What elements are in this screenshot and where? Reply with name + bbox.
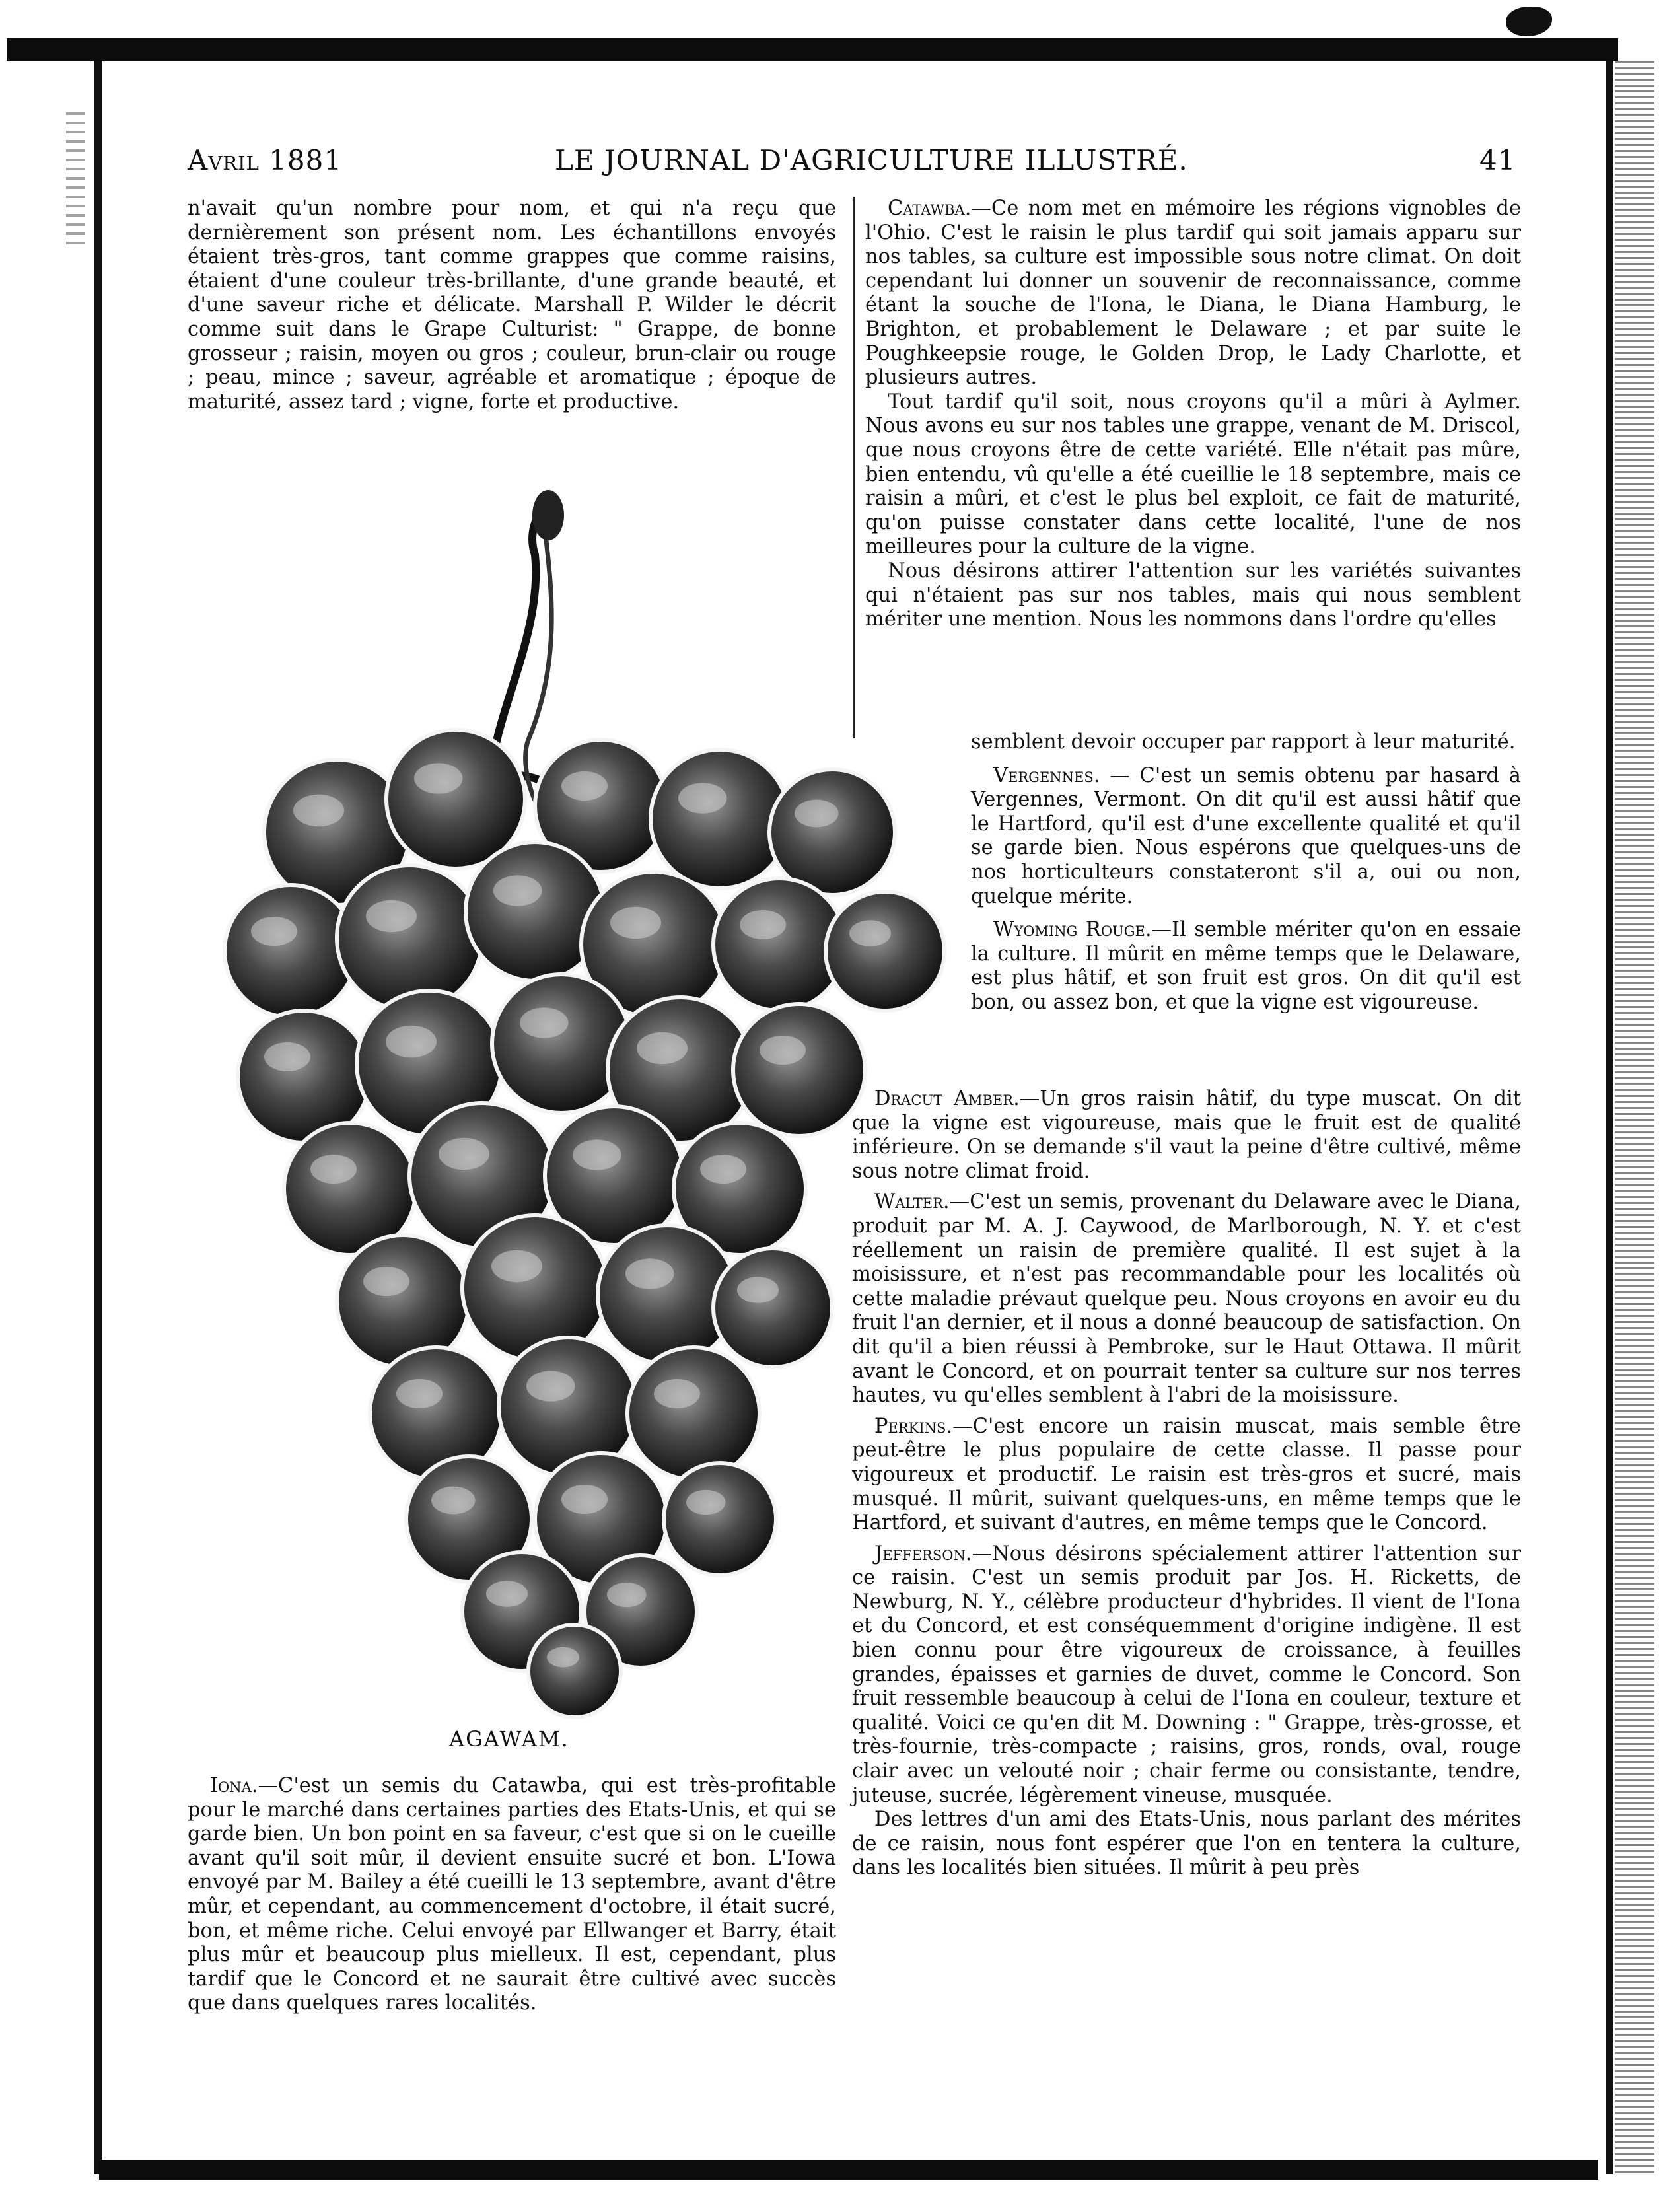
desirons-continued: semblent devoir occuper par rapport à leur maturité.	[971, 731, 1516, 754]
berries-group	[225, 730, 944, 1717]
berry-highlight	[625, 1258, 674, 1289]
right-column-bottom	[852, 1087, 1521, 1880]
jefferson-paragraph	[852, 1542, 1521, 1808]
vergennes-text: — C'est un semis obtenu par hasard à Vergennes, Vermont. On dit qu'il est aussi hâtif que le Hartford, qu'il est d'une excellente qualité et qu'il se garde bien. Nous espérons que quelques-uns de nos horticulteurs constateront s'il a, oui ou non, quelque mérite.	[971, 764, 1521, 908]
walter-name: Walter.	[874, 1190, 950, 1214]
wyoming-paragraph	[971, 918, 1521, 1015]
desirons-paragraph: Nous désirons attirer l'attention sur les variétés suivantes qui n'étaient pas sur nos tables, mais qui nous semblent mériter une mention. Nous les nommons dans l'ordre qu'elles	[865, 559, 1521, 631]
walter-paragraph	[852, 1190, 1521, 1408]
catawba-name: Catawba.	[888, 197, 972, 220]
binding-edge	[1615, 61, 1654, 2174]
iona-name: Iona.	[210, 1774, 258, 1797]
bottom-border	[99, 2160, 1598, 2180]
berry-highlight	[678, 783, 727, 813]
berry-highlight	[366, 900, 417, 932]
dracut-paragraph	[852, 1087, 1521, 1184]
catawba-text: —Ce nom met en mémoire les régions vignobles de l'Ohio. C'est le raisin le plus tardif qui soit jamais apparu sur nos tables, sa culture est impossible sous notre climat. On doit cependant lui donner un souvenir de reconnaissance, comme étant la souche de l'Iona, le Diana, le Diana Hamburg, le Brighton, et probablement le Delaware ; et par suite le Poughkeepsie rouge, le Golden Drop, le Lady Charlotte, et plusieurs autres.	[865, 197, 1521, 390]
berry-highlight	[414, 763, 463, 793]
left-border	[94, 61, 102, 2174]
berry-highlight	[251, 917, 297, 946]
berry-highlight	[610, 907, 661, 939]
continued-paragraph: n'avait qu'un nombre pour nom, et qui n'a reçu que dernièrement son présent nom. Les échantillons envoyés étaient très-gros, tant comme grappes que comme raisins, étaient d'une couleur très-brillante, d'une grande beauté, et d'une saveur riche et délicate. Marshall P. Wilder le décrit comme suit dans le Grape Culturist: " Grappe, de bonne grosseur ; raisin, moyen ou gros ; couleur, brun-clair ou rouge ; peau, mince ; saveur, agréable et aromatique ; époque de maturité, assez tard ; vigne, forte et productive.	[188, 197, 836, 413]
header-date: Avril 1881	[188, 144, 343, 176]
right-border	[1606, 61, 1613, 2174]
berry-highlight	[363, 1267, 409, 1296]
grape-berry	[713, 1248, 832, 1367]
grape-berry	[769, 769, 895, 895]
dracut-text: —Un gros raisin hâtif, du type muscat. On dit que la vigne est vigoureuse, mais que le fruit est de qualité inférieure. On se demande s'il vaut la peine d'être cultivé, même sous notre climat froid.	[852, 1087, 1521, 1183]
berry-highlight	[561, 771, 608, 801]
berry-highlight	[795, 800, 839, 828]
left-column-bottom	[188, 1774, 836, 2016]
wyoming-name: Wyoming Rouge.	[993, 918, 1152, 942]
grape-berry	[528, 1625, 621, 1717]
ink-blot	[1506, 7, 1552, 36]
column-rule	[853, 197, 855, 738]
berry-highlight	[431, 1487, 476, 1515]
berry-highlight	[561, 1485, 608, 1514]
berry-highlight	[654, 1379, 700, 1408]
grape-berry	[337, 865, 482, 1011]
berry-highlight	[526, 1371, 575, 1401]
perkins-text: —C'est encore un raisin muscat, mais semble être peut-être le plus populaire de cette classe. Il passe pour vigoureux et productif. Le raisin est très-gros et sucré, mais musqué. Il mûrit, suivant quelques-uns, en même temps que le Hartford, et suivant d'autres, en même temps que le Concord.	[852, 1414, 1521, 1535]
berry-highlight	[700, 1155, 746, 1184]
berry-highlight	[573, 1139, 621, 1170]
berry-highlight	[849, 920, 891, 946]
grape-berry	[651, 750, 789, 888]
berry-highlight	[740, 910, 786, 939]
lettres-paragraph: Des lettres d'un ami des Etats-Unis, nous parlant des mérites de ce raisin, nous font espérer que l'on en tentera la culture, dans les localités bien situées. Il mûrit à peu près	[852, 1808, 1521, 1880]
berry-highlight	[439, 1138, 489, 1170]
tardif-paragraph: Tout tardif qu'il soit, nous croyons qu'il a mûri à Aylmer. Nous avons eu sur nos tables une grappe, venant de M. Driscol, que nous croyons être de cette variété. Elle n'était pas mûre, bien entendu, vû qu'elle a été cueillie le 18 septembre, mais ce raisin a mûri, et c'est le plus bel exploit, ce fait de maturité, qu'on puisse constater dans cette localité, l'une de nos meilleures pour la culture de la vigne.	[865, 390, 1521, 559]
berry-highlight	[637, 1032, 688, 1064]
berry-highlight	[520, 1007, 569, 1038]
vergennes-paragraph	[971, 764, 1521, 910]
berry-highlight	[293, 795, 344, 826]
berry-highlight	[491, 1250, 542, 1282]
berry-highlight	[686, 1490, 726, 1515]
berry-highlight	[737, 1277, 779, 1303]
perkins-paragraph	[852, 1415, 1521, 1536]
right-column-narrow	[971, 731, 1521, 1015]
catawba-paragraph	[865, 197, 1521, 390]
berry-highlight	[607, 1583, 647, 1607]
berry-highlight	[486, 1581, 528, 1607]
page-edge-marks	[66, 112, 85, 244]
berry-highlight	[310, 1155, 357, 1184]
jefferson-name: Jefferson.	[874, 1542, 972, 1565]
left-column-top	[188, 197, 836, 414]
iona-text: —C'est un semis du Catawba, qui est très-profitable pour le marché dans certaines parties des Etats-Unis, et qui se garde bien. Un bon point en sa faveur, c'est que si on le cueille avant qu'il soit mûr, il devient ensuite sucré et bon. L'Iowa envoyé par M. Bailey a été cueilli le 13 septembre, avant d'être mûr, et cependant, au commencement d'octobre, il était sucré, bon, et même riche. Celui envoyé par Ellwanger et Barry, était plus mûr et beaucoup plus mielleux. Il est, cependant, plus tardif que le Concord et ne saurait être cultivé avec succès que dans quelques rares localités.	[188, 1774, 836, 2015]
walter-text: —C'est un semis, provenant du Delaware avec le Diana, produit par M. A. J. Caywood, de Marlborough, N. Y. et c'est réellement un raisin de première qualité. Il est sujet à la moisissure, et n'est pas recommandable pour les localités où cette maladie prévaut quelque peu. Nous croyons en avoir eu du fruit l'an dernier, et il nous a donné beaucoup de satisfaction. On dit qu'il a bien réussi à Pembroke, sur le Haut Ottawa. Il mûrit avant le Concord, et on pourrait tenter sa culture sur nos terres hautes, vu qu'elles semblent à l'abri de la moisissure.	[852, 1190, 1521, 1408]
berry-highlight	[493, 875, 542, 906]
grape-berry	[826, 892, 944, 1011]
grape-berry	[733, 1004, 865, 1136]
right-column-top	[865, 197, 1521, 632]
perkins-name: Perkins.	[874, 1414, 953, 1438]
berry-highlight	[547, 1647, 579, 1668]
berry-highlight	[264, 1042, 310, 1071]
grape-berry	[664, 1463, 776, 1575]
berry-highlight	[386, 1026, 437, 1057]
berry-highlight	[396, 1379, 443, 1408]
page-number: 41	[1479, 144, 1516, 176]
top-border	[7, 38, 1618, 61]
grape-berry	[627, 1347, 760, 1480]
berry-highlight	[760, 1036, 806, 1065]
illustration-caption: AGAWAM.	[449, 1727, 569, 1752]
wyoming-text: —Il semble mériter qu'on en essaie la culture. Il mûrit en même temps que le Delaware, est plus hâtif, et son fruit est gros. On dit qu'il est bon, ou assez bon, et que la vigne est vigoureuse.	[971, 918, 1521, 1014]
jefferson-text: —Nous désirons spécialement attirer l'attention sur ce raisin. C'est un semis produit par Jos. H. Ricketts, de Newburg, N. Y., célèbre producteur d'hybrides. Il vient de l'Iona et du Concord, et est conséquemment d'origine indigène. Il est bien connu pour être vigoureux de croissance, à feuilles grandes, épaisses et garnies de duvet, comme le Concord. Son fruit ressemble beaucoup à celui de l'Iona en couleur, texture et qualité. Voici ce qu'en dit M. Downing : " Grappe, très-grosse, et très-fournie, très-compacte ; raisins, gros, ronds, oval, rouge clair avec un velouté noir ; chair ferme ou consistante, tendre, juteuse, sucrée, légèrement vineuse, musquée.	[852, 1542, 1521, 1807]
vergennes-name: Vergennes.	[993, 764, 1100, 787]
dracut-name: Dracut Amber.	[874, 1087, 1020, 1110]
journal-title: LE JOURNAL D'AGRICULTURE ILLUSTRÉ.	[555, 144, 1188, 176]
iona-paragraph	[188, 1774, 836, 2016]
